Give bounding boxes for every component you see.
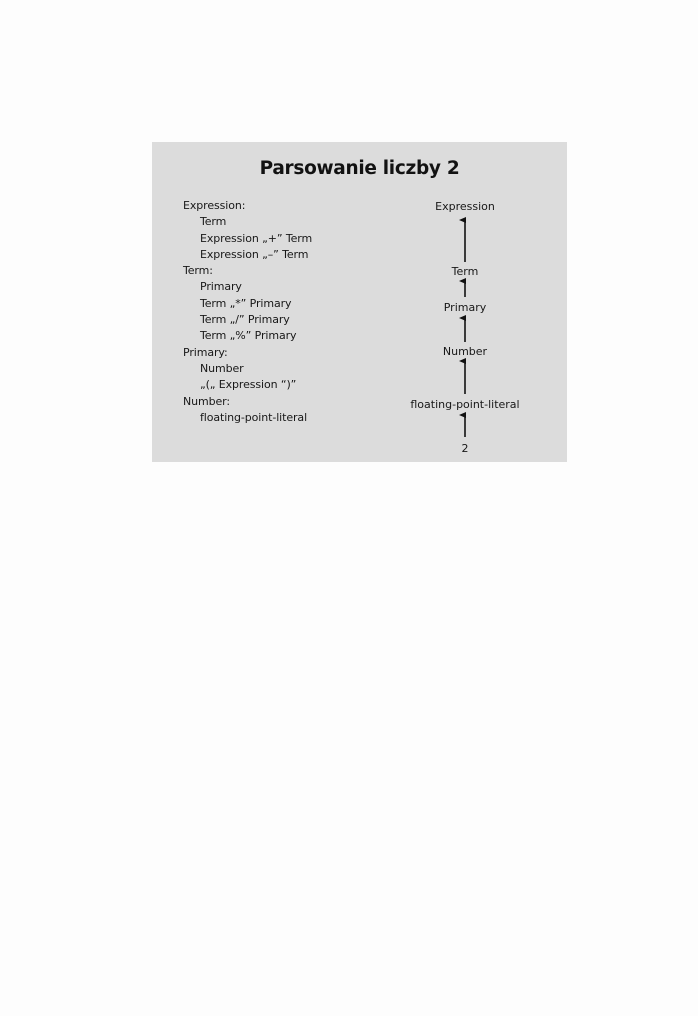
grammar-alt-term-times-primary: Term „*” Primary (200, 296, 292, 310)
grammar-alt-number: Number (200, 361, 244, 375)
tree-node-term: Term (451, 265, 479, 278)
grammar-alt-term: Term (200, 215, 227, 229)
grammar-alt-term-modulo-primary: Term „%” Primary (200, 329, 297, 343)
grammar-rule-expression: Expression: (183, 199, 246, 212)
grammar-rule-term: Term: (183, 264, 213, 278)
grammar-rule-number: Number: (183, 394, 231, 408)
grammar-alt-term-divide-primary: Term „/” Primary (200, 313, 290, 327)
grammar-alt-primary: Primary (200, 280, 242, 294)
tree-node-primary: Primary (443, 301, 487, 314)
grammar-alt-expression-minus-term: Expression „–” Term (200, 247, 309, 261)
tree-node-floating-point-literal: floating-point-literal (410, 398, 520, 411)
grammar-alt-floating-point-literal: floating-point-literal (200, 410, 308, 424)
parse-tree (152, 142, 567, 462)
tree-node-expression: Expression (435, 200, 495, 213)
grammar-alt-expression-plus-term: Expression „+” Term (200, 231, 313, 245)
slide-title: Parsowanie liczby 2 (259, 158, 460, 179)
tree-node-digit-2: 2 (461, 442, 469, 455)
tree-node-number: Number (442, 345, 488, 358)
grammar-alt-parenthesized-expression: „(„ Expression “)” (200, 378, 297, 392)
slide-panel (152, 142, 567, 462)
grammar-rule-primary: Primary: (183, 345, 228, 359)
